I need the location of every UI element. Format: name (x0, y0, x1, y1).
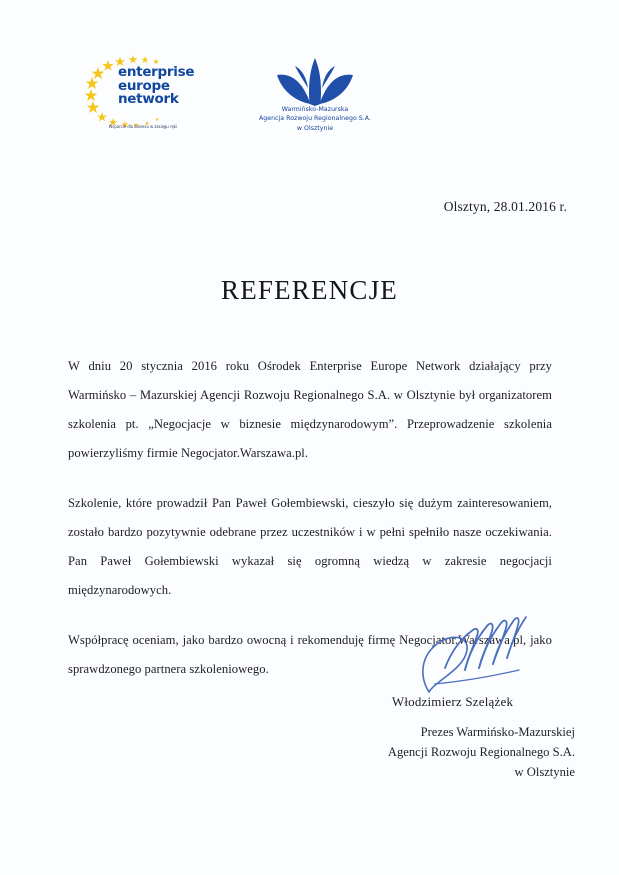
signatory-title-line-2: Agencji Rozwoju Regionalnego S.A. (387, 745, 575, 759)
letterhead (0, 50, 619, 150)
wmarr-line-1: Warmińsko-Mazurska (281, 106, 349, 113)
paragraph-3: Współpracę oceniam, jako bardzo owocną i rekomenduję firmę Negocjator.Warszawa.pl, jako sprawdzonego partnera szkoleniowego. (68, 633, 552, 676)
een-tagline: Wsparcie dla biznesu w zasięgu ręki (108, 124, 178, 130)
wmarr-line-3: w Olsztynie (296, 124, 334, 132)
signature-name: Włodzimierz Szelążek (391, 694, 514, 709)
signatory-title (330, 722, 575, 782)
een-logo (82, 55, 202, 143)
een-wordmark (118, 66, 202, 107)
paragraph-1: W dniu 20 stycznia 2016 roku Ośrodek Enterprise Europe Network działający przy Warmińsko – Mazurskiej Agencji Rozwoju Regionalnego S.A. w Olsztynie był organizatorem szkolenia pt. „Negocjacje w biznesie międzynarodowym”. Przeprowadzenie szkolenia powierzyliśmy firmie Negocjator.Warszawa.pl. (68, 359, 552, 460)
wmarr-line-2: Agencja Rozwoju Regionalnego S.A. (258, 115, 371, 123)
een-word-europe: europe (118, 77, 170, 94)
signatory-title-line-1: Prezes Warmińsko-Mazurskiej (420, 725, 575, 739)
wmarr-wordmark (241, 105, 389, 133)
wmarr-flower-mark-icon (275, 58, 355, 106)
wmarr-logo (241, 58, 389, 144)
handwritten-signature-icon (415, 612, 545, 694)
date-line: Olsztyn, 28.01.2016 r. (443, 199, 567, 214)
page-title: REFERENCJE (220, 275, 399, 305)
een-word-network: network (118, 91, 179, 107)
signatory-title-line-3: w Olsztynie (514, 765, 575, 779)
een-word-enterprise: enterprise (118, 64, 195, 80)
paragraph-2: Szkolenie, które prowadził Pan Paweł Gołembiewski, cieszyło się dużym zainteresowaniem, zostało bardzo pozytywnie odebrane przez uczestników i w pełni spełniło nasze oczekiwania. Pan Paweł Gołembiewski wykazał się ogromną wiedzą w zakresie negocjacji międzynarodowych. (68, 496, 552, 597)
